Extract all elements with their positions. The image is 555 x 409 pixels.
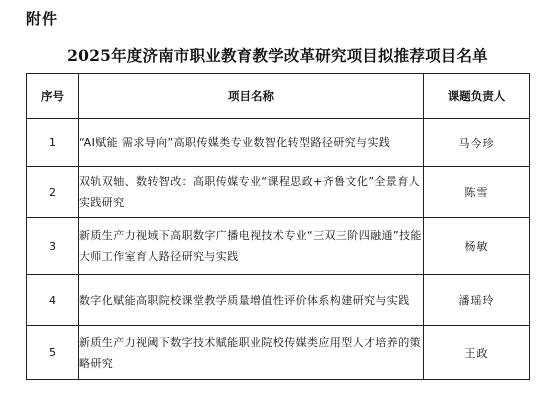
row-serial-number: 3 <box>27 218 79 275</box>
row-project-leader: 王政 <box>424 326 530 380</box>
row-project-name: 新质生产力视域下高职数字广播电视技术专业“三双三阶四融通”技能大师工作室育人路径研究与实践 <box>79 218 424 275</box>
row-serial-number: 1 <box>27 119 79 167</box>
row-serial-number: 2 <box>27 167 79 218</box>
row-serial-number: 5 <box>27 326 79 380</box>
table-row <box>27 218 530 275</box>
header-serial-number: 序号 <box>27 74 79 119</box>
row-project-name: 数字化赋能高职院校课堂教学质量增值性评价体系构建研究与实践 <box>79 275 424 326</box>
table-row <box>27 275 530 326</box>
row-project-leader: 潘瑶玲 <box>424 275 530 326</box>
header-project-name: 项目名称 <box>79 74 424 119</box>
row-project-name: 新质生产力视阈下数字技术赋能职业院校传媒类应用型人才培养的策略研究 <box>79 326 424 380</box>
attachment-label: 附件 <box>26 10 59 28</box>
row-project-name: “AI赋能 需求导向”高职传媒类专业数智化转型路径研究与实践 <box>79 119 424 167</box>
row-project-leader: 杨敏 <box>424 218 530 275</box>
row-project-leader: 马今珍 <box>424 119 530 167</box>
row-project-leader: 陈雪 <box>424 167 530 218</box>
header-project-leader: 课题负责人 <box>424 74 530 119</box>
table-row <box>27 119 530 167</box>
project-list-table <box>26 73 530 380</box>
row-serial-number: 4 <box>27 275 79 326</box>
document-title: 2025年度济南市职业教育教学改革研究项目拟推荐项目名单 <box>67 46 488 65</box>
row-project-name: 双轨双轴、数转智改：高职传媒专业“课程思政+齐鲁文化”全景育人实践研究 <box>79 167 424 218</box>
table-header-row <box>27 74 530 119</box>
table-row <box>27 167 530 218</box>
table-row <box>27 326 530 380</box>
